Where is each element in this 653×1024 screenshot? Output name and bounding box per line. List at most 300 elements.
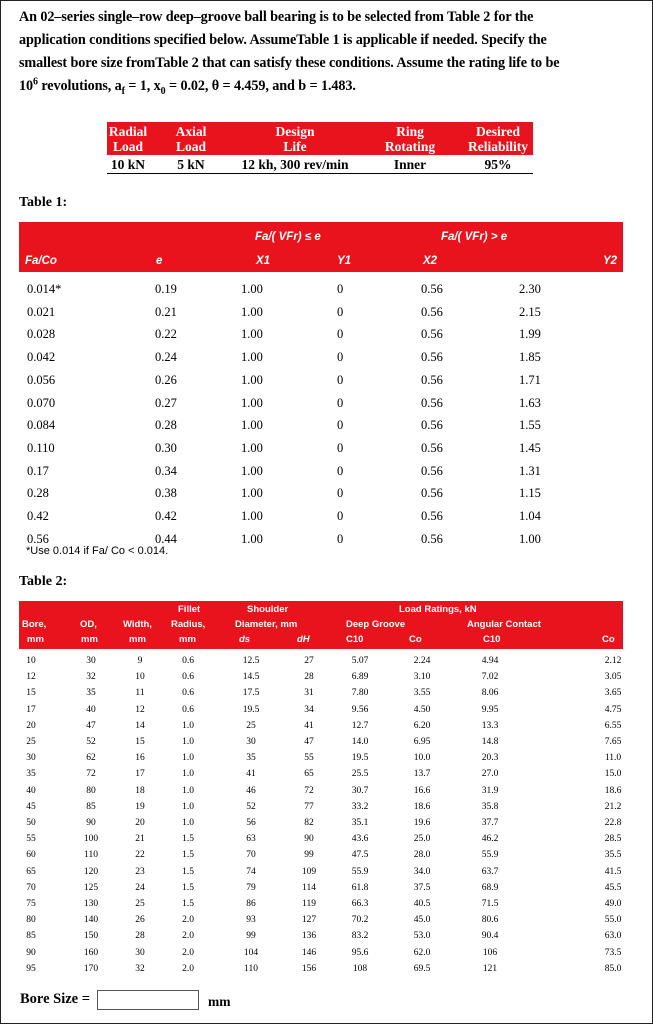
table2-cell-c10-deep: 61.8 (351, 882, 369, 893)
condition-value: 10 kN (110, 157, 146, 172)
table2-cell-width: 9 (137, 656, 143, 666)
af-text: revolutions, a (37, 78, 122, 94)
table2-cell-c10-angular: 106 (482, 947, 498, 958)
table2-cell-od: 35 (86, 688, 96, 699)
table1-row (19, 302, 623, 324)
table2-cell-co-angular: 41.5 (604, 866, 622, 877)
table1-cell-e: 0.24 (155, 350, 177, 365)
table2-cell-c10-angular: 37.7 (481, 818, 499, 828)
x0-text: = 1, x (124, 78, 161, 94)
table2-cell-od: 160 (83, 947, 99, 958)
table2-cell-co-angular: 3.05 (604, 672, 622, 683)
table2-cell-radius: 1.5 (182, 834, 194, 845)
table2-cell-co-angular: 85.0 (604, 963, 622, 974)
table2-cell-dh: 31 (304, 688, 314, 699)
table2-cell-radius: 2.0 (182, 915, 194, 926)
table1-header-y1: Y1 (337, 255, 352, 267)
condition-header: Reliability (468, 139, 528, 154)
table2-cell-width: 23 (135, 866, 145, 877)
table1-group-gt: Fa/( VFr) > e (441, 231, 508, 243)
table1-cell-faco: 0.17 (27, 463, 49, 478)
table2-cell-radius: 1.0 (182, 720, 194, 731)
table2-cell-c10-deep: 33.2 (351, 801, 369, 812)
table1-header-x1: X1 (256, 255, 271, 267)
table2-cell-c10-deep: 55.9 (351, 866, 369, 877)
table2-cell-dh: 146 (301, 947, 317, 958)
table2-cell-c10-deep: 43.6 (351, 834, 369, 845)
table1-cell-e: 0.42 (155, 509, 177, 523)
table1-cell-x1: 1.00 (241, 486, 263, 501)
table2-cell-ds: 70 (246, 850, 256, 861)
table2-header-ds: ds (239, 634, 251, 645)
table2-cell-od: 90 (86, 818, 96, 828)
table2-cell-c10-deep: 66.3 (351, 899, 369, 909)
table1-cell-x1: 1.00 (241, 304, 263, 319)
table1-cell-y1: 0 (337, 486, 344, 501)
table1-cell-y2: 1.63 (519, 395, 541, 410)
table1-cell-y1: 0 (337, 531, 344, 546)
table2-cell-ds: 74 (246, 866, 256, 877)
table2-cell-ds: 17.5 (242, 688, 260, 699)
table1-cell-e: 0.26 (155, 372, 177, 387)
table2-cell-dh: 34 (304, 704, 314, 715)
table2-cell-c10-deep: 12.7 (351, 720, 369, 731)
table2-cell-dh: 55 (304, 753, 314, 764)
table2-cell-co-deep: 40.5 (413, 899, 431, 909)
table1-header-y2: Y2 (603, 255, 618, 267)
table2-cell-width: 24 (135, 882, 145, 893)
table1-cell-e: 0.38 (155, 486, 177, 501)
table2-cell-dh: 82 (304, 818, 314, 828)
condition-header: Ring (396, 124, 424, 139)
table1-cell-x2: 0.56 (421, 440, 443, 455)
table2-cell-od: 130 (83, 899, 99, 909)
table2-cell-c10-angular: 80.6 (481, 915, 499, 926)
table2-cell-od: 125 (83, 882, 99, 893)
table1-cell-x2: 0.56 (421, 463, 443, 478)
table2-cell-radius: 1.0 (182, 801, 194, 812)
table2-cell-c10-angular: 7.02 (481, 672, 499, 683)
table1-cell-y1: 0 (337, 440, 344, 455)
condition-header: Load (112, 139, 143, 154)
table2-cell-od: 150 (83, 931, 99, 942)
table2-cell-c10-angular: 14.8 (481, 737, 499, 747)
table1-cell-e: 0.34 (155, 463, 177, 478)
table1-cell-y2: 1.00 (519, 531, 541, 546)
table2-cell-radius: 2.0 (182, 931, 194, 942)
table2-header-bore: Bore, (22, 619, 47, 630)
table2-header-od: OD, (80, 619, 97, 630)
life-exponent: 6 (33, 76, 38, 88)
table2-cell-od: 62 (86, 753, 96, 764)
table1-cell-x1: 1.00 (241, 282, 263, 296)
table2-cell-bore: 17 (26, 704, 36, 715)
table1-cell-y1: 0 (337, 350, 344, 365)
table1-label: Table 1: (19, 195, 68, 210)
params-text: = 0.02, θ = 4.459, and b = 1.483. (165, 78, 356, 94)
table2-cell-co-deep: 18.6 (413, 801, 431, 812)
table2-cell-radius: 1.5 (182, 850, 194, 861)
table2-cell-bore: 30 (26, 753, 36, 764)
table2-cell-ds: 52 (246, 801, 256, 812)
table2-cell-radius: 1.0 (182, 785, 194, 796)
life-base: 10 (19, 78, 33, 94)
table2-cell-co-angular: 22.8 (604, 818, 622, 828)
table2-cell-co-angular: 35.5 (604, 850, 622, 861)
condition-value: 12 kh, 300 rev/min (241, 157, 349, 172)
table2-cell-co-deep: 19.6 (413, 818, 431, 828)
table2-cell-radius: 1.0 (182, 769, 194, 780)
table1-cell-x2: 0.56 (421, 350, 443, 365)
bore-size-unit: mm (208, 994, 231, 1009)
table2-cell-c10-deep: 35.1 (351, 818, 369, 828)
table2-cell-ds: 12.5 (242, 656, 260, 666)
table1-cell-y2: 1.31 (519, 463, 541, 478)
table1-cell-y1: 0 (337, 463, 344, 478)
bore-size-input[interactable] (97, 990, 199, 1010)
table2-cell-co-angular: 49.0 (604, 899, 622, 909)
table1-footnote: *Use 0.014 if Fa/ Co < 0.014. (26, 545, 169, 557)
table2-cell-od: 47 (86, 720, 96, 731)
table1-cell-x2: 0.56 (421, 327, 443, 342)
table1-cell-x2: 0.56 (421, 418, 443, 433)
table2-header-radius: Radius, (171, 619, 206, 630)
table1-cell-y1: 0 (337, 304, 344, 319)
table2-cell-dh: 27 (304, 656, 314, 666)
table2-cell-od: 30 (86, 656, 96, 666)
table2-cell-dh: 114 (302, 882, 316, 893)
table1-cell-faco: 0.014* (27, 282, 62, 296)
table1-cell-faco: 0.070 (27, 395, 56, 410)
table2-cell-bore: 80 (26, 915, 36, 926)
conditions-bottom-rule (107, 173, 533, 174)
table2-cell-width: 11 (135, 688, 145, 699)
table2-cell-co-deep: 25.0 (413, 834, 431, 845)
table1-row (19, 279, 623, 301)
table1-cell-y1: 0 (337, 509, 344, 523)
table2-cell-dh: 65 (304, 769, 314, 780)
table1-cell-y2: 1.99 (519, 327, 541, 342)
table2-cell-width: 28 (135, 931, 145, 942)
table2-cell-ds: 41 (246, 769, 256, 780)
table2-cell-c10-angular: 27.0 (481, 769, 499, 780)
table2-cell-width: 22 (135, 850, 145, 861)
table2-cell-co-angular: 28.5 (604, 834, 622, 845)
condition-header: Design (275, 124, 315, 139)
table2-cell-ds: 25 (246, 720, 256, 731)
table2-cell-bore: 65 (26, 866, 36, 877)
table1-cell-x2: 0.56 (421, 486, 443, 501)
table2-cell-od: 40 (86, 704, 96, 715)
table2-header-co-angular: Co (602, 634, 615, 645)
table2-label: Table 2: (19, 574, 68, 589)
table2-cell-co-angular: 73.5 (604, 947, 622, 958)
table2-cell-co-angular: 7.65 (604, 737, 622, 747)
table2-group-load-ratings: Load Ratings, kN (399, 604, 477, 615)
table2-cell-width: 12 (135, 704, 145, 715)
table1-cell-y2: 1.71 (519, 372, 541, 387)
table2-cell-bore: 10 (26, 656, 36, 666)
problem-line-4 (19, 75, 629, 98)
table2-cell-ds: 110 (244, 963, 258, 974)
table2-cell-width: 20 (135, 818, 145, 828)
table1-cell-x2: 0.56 (421, 304, 443, 319)
table2-cell-c10-deep: 30.7 (351, 785, 369, 796)
table1-cell-e: 0.22 (155, 327, 177, 342)
table2-unit-radius: mm (179, 634, 196, 645)
table2-cell-radius: 2.0 (182, 963, 194, 974)
table2-cell-ds: 104 (243, 947, 259, 958)
table1-cell-e: 0.44 (155, 531, 177, 546)
table2-header-co-deep: Co (409, 634, 422, 645)
table2-cell-c10-deep: 70.2 (351, 915, 369, 926)
table2-cell-radius: 0.6 (182, 704, 194, 715)
condition-value: 5 kN (177, 157, 205, 172)
table1-cell-e: 0.19 (155, 282, 177, 296)
table2-cell-ds: 30 (246, 737, 256, 747)
table2-cell-c10-angular: 13.3 (481, 720, 499, 731)
table1-cell-y2: 1.04 (519, 509, 541, 523)
table1-cell-faco: 0.084 (27, 418, 56, 433)
table2-cell-radius: 0.6 (182, 688, 194, 699)
table2-cell-radius: 1.5 (182, 882, 194, 893)
table2-cell-c10-deep: 47.5 (351, 850, 369, 861)
table2-cell-width: 18 (135, 785, 145, 796)
table2-unit-od: mm (81, 634, 98, 645)
table1-cell-y2: 1.85 (519, 350, 541, 365)
table2-cell-co-angular: 55.0 (604, 915, 622, 926)
table2-cell-ds: 46 (246, 785, 256, 796)
condition-header: Load (175, 139, 206, 154)
table2-cell-radius: 1.0 (182, 753, 194, 764)
table1-row (19, 483, 623, 505)
table1-row (19, 347, 623, 369)
table1-cell-x1: 1.00 (241, 509, 263, 523)
table1-cell-y2: 1.45 (519, 440, 541, 455)
table2-cell-dh: 119 (302, 899, 316, 909)
table2-group-angular-contact: Angular Contact (467, 619, 541, 630)
table2-cell-co-deep: 34.0 (413, 866, 431, 877)
table2-cell-c10-deep: 9.56 (351, 704, 369, 715)
table1-cell-faco: 0.021 (27, 304, 56, 319)
table2-cell-c10-angular: 31.9 (481, 785, 499, 796)
table2-cell-co-angular: 3.65 (604, 688, 622, 699)
table1-cell-e: 0.27 (155, 395, 177, 410)
table1-cell-y1: 0 (337, 418, 344, 433)
table2-header-c10-angular: C10 (483, 634, 501, 645)
problem-line-2: application conditions specified below. AssumeTable 1 is applicable if needed. Specify the (19, 32, 547, 48)
table2-cell-bore: 45 (26, 801, 36, 812)
table2-cell-dh: 41 (304, 720, 314, 731)
table2-cell-co-deep: 16.6 (413, 785, 431, 796)
table2-cell-bore: 40 (26, 785, 36, 796)
table1-cell-faco: 0.28 (27, 486, 49, 501)
table2-cell-ds: 14.5 (242, 672, 260, 683)
table1-cell-y2: 2.30 (519, 282, 541, 296)
table2-cell-ds: 63 (246, 834, 256, 845)
table2-cell-co-angular: 4.75 (604, 704, 622, 715)
table2-group-fillet: Fillet (178, 604, 201, 615)
table2-cell-width: 26 (135, 915, 145, 926)
table1-header-x2: X2 (423, 255, 438, 267)
table1-row (19, 506, 623, 528)
table2-cell-co-deep: 6.20 (413, 720, 431, 731)
table2-cell-width: 14 (135, 720, 145, 731)
table2-cell-ds: 35 (246, 753, 256, 764)
x0-subscript: 0 (160, 85, 166, 97)
table1-header-e: e (156, 255, 163, 267)
table2-cell-bore: 35 (26, 769, 36, 780)
problem-line-1: An 02–series single–row deep–groove ball bearing is to be selected from Table 2 for the (19, 9, 534, 25)
table2-cell-co-deep: 3.55 (413, 688, 431, 699)
table2-cell-dh: 47 (304, 737, 314, 747)
table1-row (19, 370, 623, 392)
table2-cell-c10-angular: 121 (482, 963, 498, 974)
table1-cell-x2: 0.56 (421, 509, 443, 523)
table1-cell-x2: 0.56 (421, 282, 443, 296)
table2-cell-c10-deep: 108 (352, 963, 368, 974)
table1-cell-faco: 0.56 (27, 531, 49, 546)
table2-cell-c10-deep: 6.89 (351, 672, 369, 683)
table2-cell-co-angular: 15.0 (604, 769, 622, 780)
table1-cell-faco: 0.056 (27, 372, 56, 387)
table2-cell-bore: 55 (26, 834, 36, 845)
table2-cell-dh: 156 (301, 963, 317, 974)
table1-cell-faco: 0.042 (27, 350, 56, 365)
table2-cell-width: 17 (135, 769, 145, 780)
table1-cell-x2: 0.56 (421, 372, 443, 387)
table2-cell-od: 100 (83, 834, 99, 845)
table2-cell-od: 85 (86, 801, 96, 812)
table2-cell-radius: 0.6 (182, 656, 194, 666)
table2-cell-radius: 1.0 (182, 818, 194, 828)
table2-cell-c10-angular: 55.9 (481, 850, 499, 861)
table2-cell-co-deep: 28.0 (413, 850, 431, 861)
table2-cell-c10-angular: 90.4 (481, 931, 499, 942)
table1-cell-faco: 0.028 (27, 327, 56, 342)
condition-reliability (463, 122, 533, 172)
table2-cell-ds: 56 (246, 818, 256, 828)
table2-cell-ds: 99 (246, 931, 256, 942)
table2-cell-dh: 72 (304, 785, 314, 796)
table2-cell-co-deep: 10.0 (413, 753, 431, 764)
table2-cell-width: 15 (135, 737, 145, 747)
table2-header-width: Width, (123, 619, 152, 630)
table2-cell-dh: 127 (301, 915, 317, 926)
condition-header: Rotating (384, 139, 436, 154)
table2-cell-width: 21 (135, 834, 145, 845)
table2-cell-co-deep: 3.10 (413, 672, 431, 683)
table2-cell-ds: 86 (246, 899, 256, 909)
table1-cell-y1: 0 (337, 282, 344, 296)
table1-cell-y2: 2.15 (519, 304, 541, 319)
table2-cell-ds: 19.5 (242, 704, 260, 715)
table2-group-deep-groove: Deep Groove (346, 619, 406, 630)
table2-cell-co-deep: 37.5 (413, 882, 431, 893)
table2-cell-od: 170 (83, 963, 99, 974)
condition-ring-rotating (379, 122, 441, 172)
table2-cell-bore: 20 (26, 720, 36, 731)
table2-cell-dh: 136 (301, 931, 317, 942)
table2-cell-dh: 28 (304, 672, 314, 683)
table2-header-dh: dH (297, 634, 310, 645)
table1-cell-y1: 0 (337, 372, 344, 387)
condition-header: Axial (175, 124, 207, 139)
condition-header: Desired (476, 124, 520, 139)
table2-cell-bore: 95 (26, 963, 36, 974)
table1-cell-x1: 1.00 (241, 440, 263, 455)
table2-cell-co-angular: 2.12 (604, 656, 622, 666)
table2-cell-c10-deep: 83.2 (351, 931, 369, 942)
condition-value: Inner (393, 157, 427, 172)
condition-radial-load (107, 122, 149, 172)
table1-header-faco: Fa/Co (25, 255, 57, 267)
table2-cell-c10-deep: 7.80 (351, 688, 369, 699)
table1-row (19, 438, 623, 460)
table2-cell-c10-deep: 5.07 (351, 656, 369, 666)
table2-cell-c10-angular: 46.2 (481, 834, 499, 845)
table2-cell-width: 10 (135, 672, 145, 683)
table2-cell-c10-angular: 8.06 (481, 688, 499, 699)
table1-cell-x2: 0.56 (421, 395, 443, 410)
table2-cell-radius: 1.0 (182, 737, 194, 747)
table1-cell-e: 0.28 (155, 418, 177, 433)
table2-cell-c10-angular: 9.95 (481, 704, 499, 715)
table2-cell-co-angular: 63.0 (604, 931, 622, 942)
table2-cell-c10-deep: 19.5 (351, 753, 369, 764)
table2-cell-width: 19 (135, 801, 145, 812)
table2-cell-width: 25 (135, 899, 145, 909)
problem-line-3: smallest bore size fromTable 2 that can satisfy these conditions. Assume the rating life to be (19, 55, 560, 71)
table2-cell-co-angular: 21.2 (604, 801, 622, 812)
table2-cell-od: 140 (83, 915, 99, 926)
af-subscript: f (121, 85, 125, 97)
table1-cell-e: 0.30 (155, 440, 177, 455)
table1-cell-x1: 1.00 (241, 463, 263, 478)
table2-cell-co-deep: 53.0 (413, 931, 431, 942)
table2-cell-od: 32 (86, 672, 96, 683)
condition-axial-load (171, 122, 211, 172)
table1-row (19, 324, 623, 346)
table2-header (19, 601, 623, 649)
table2-cell-c10-deep: 25.5 (351, 769, 369, 780)
table2-cell-width: 32 (135, 963, 145, 974)
table1-cell-y1: 0 (337, 395, 344, 410)
table2-cell-bore: 60 (26, 850, 36, 861)
table2-cell-bore: 70 (26, 882, 36, 893)
table2-cell-co-deep: 45.0 (413, 915, 431, 926)
table2-cell-co-deep: 4.50 (413, 704, 431, 715)
table2-cell-co-angular: 6.55 (604, 720, 622, 731)
table2-cell-co-deep: 62.0 (413, 947, 431, 958)
table1-cell-x1: 1.00 (241, 327, 263, 342)
bore-size-label: Bore Size = (20, 991, 91, 1007)
table1-cell-faco: 0.42 (27, 509, 49, 523)
table2-unit-bore: mm (27, 634, 44, 645)
table2-cell-bore: 12 (26, 672, 36, 683)
table2-row (19, 962, 623, 980)
table2-cell-od: 72 (86, 769, 96, 780)
table1-cell-x1: 1.00 (241, 350, 263, 365)
table2-cell-c10-angular: 68.9 (481, 882, 499, 893)
table2-cell-dh: 109 (301, 866, 317, 877)
table2-cell-c10-angular: 20.3 (481, 753, 499, 764)
table2-cell-bore: 15 (26, 688, 36, 699)
table2-cell-od: 110 (84, 850, 98, 861)
table2-cell-c10-angular: 63.7 (481, 866, 499, 877)
table2-cell-width: 30 (135, 947, 145, 958)
condition-value: 95% (484, 157, 512, 172)
